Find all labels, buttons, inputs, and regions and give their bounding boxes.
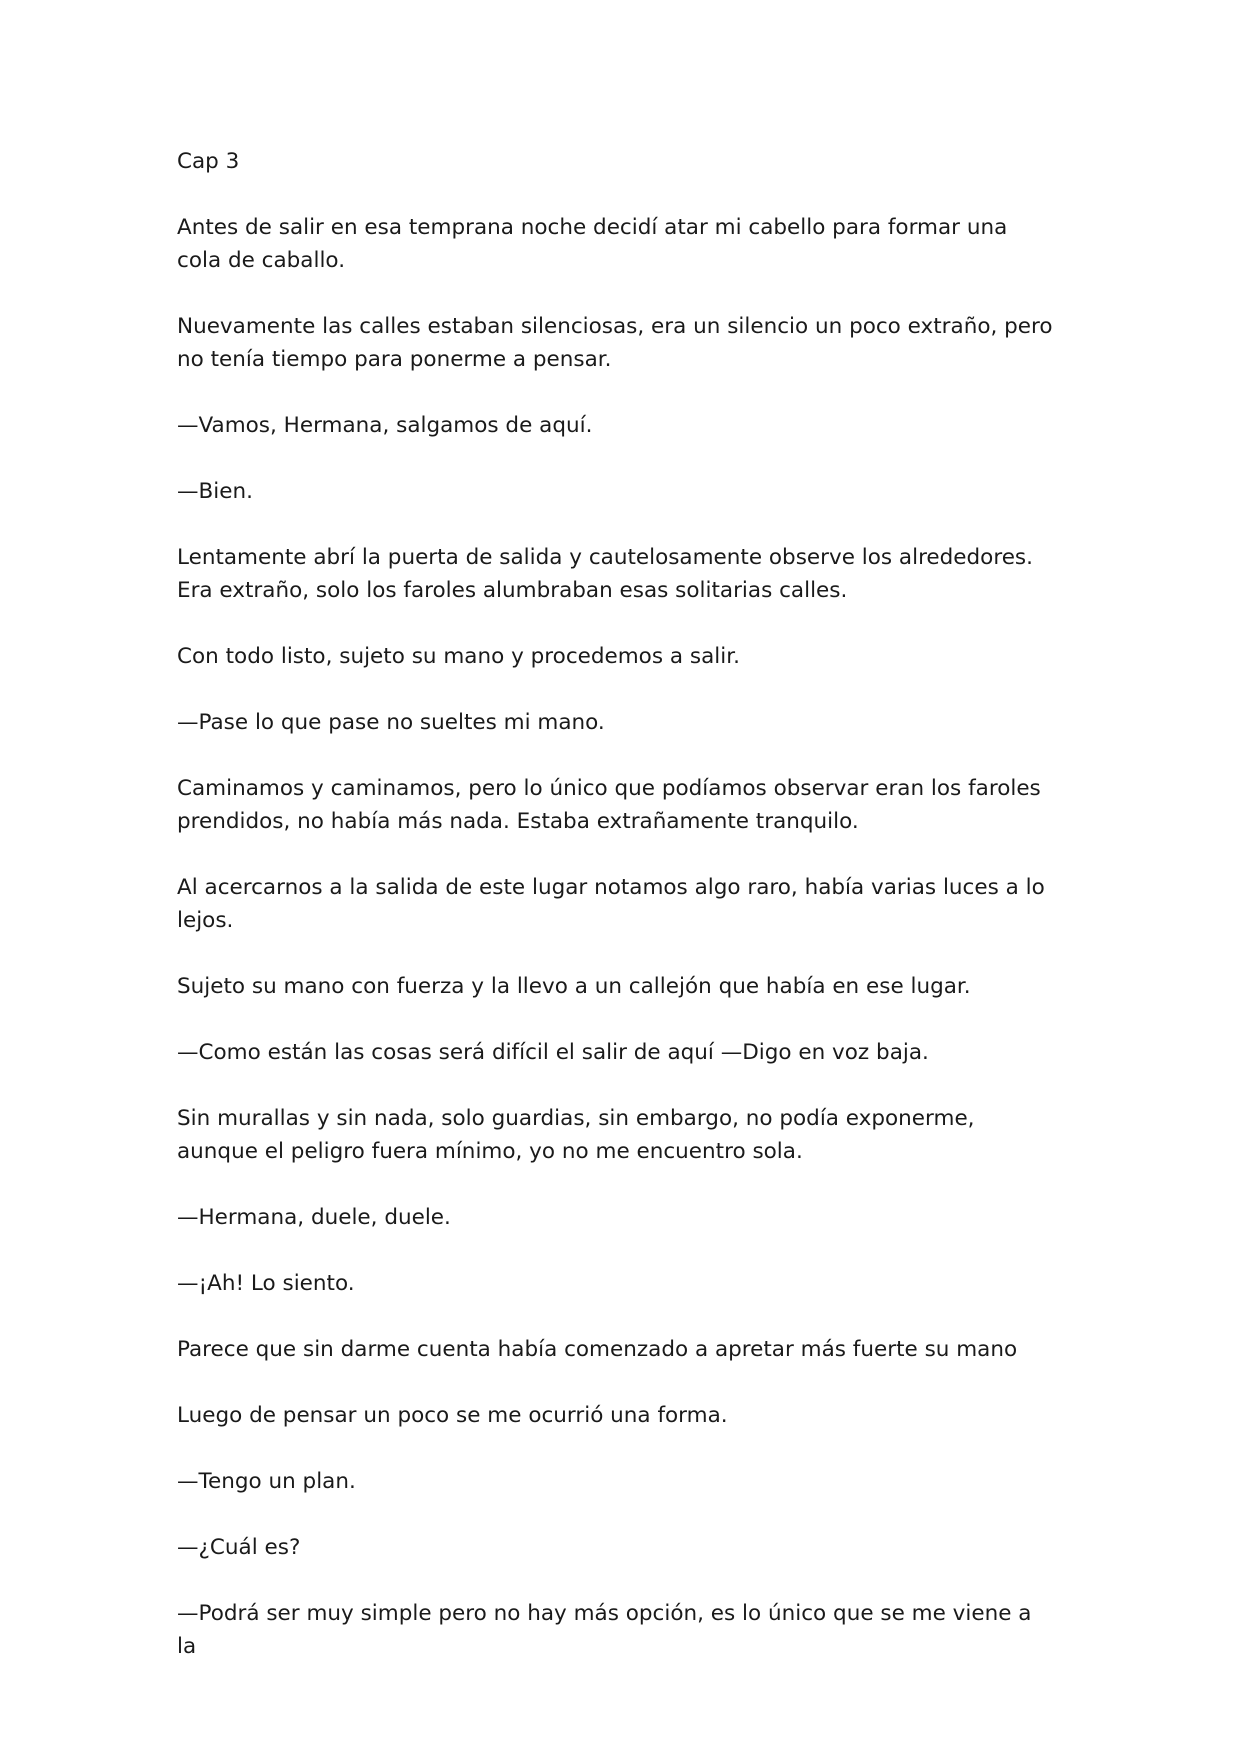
chapter-title: Cap 3 (177, 149, 240, 174)
document-body (177, 145, 1057, 1696)
dialogue-line: —Pase lo que pase no sueltes mi mano. (177, 710, 605, 735)
dialogue-line: —¿Cuál es? (177, 1535, 301, 1560)
paragraph: Con todo listo, sujeto su mano y procedemos a salir. (177, 644, 740, 669)
dialogue-line: —¡Ah! Lo siento. (177, 1271, 355, 1296)
paragraph: Parece que sin darme cuenta había comenzado a apretar más fuerte su mano (177, 1337, 1018, 1362)
dialogue-line: —Bien. (177, 479, 253, 504)
paragraph: Antes de salir en esa temprana noche decidí atar mi cabello para formar una cola de caballo. (177, 215, 1008, 273)
dialogue-line: —Podrá ser muy simple pero no hay más opción, es lo único que se me viene a la (177, 1601, 1032, 1659)
paragraph: Sin murallas y sin nada, solo guardias, sin embargo, no podía exponerme, aunque el peligro fuera mínimo, yo no me encuentro sola. (177, 1106, 975, 1164)
paragraph: Nuevamente las calles estaban silenciosas, era un silencio un poco extraño, pero no tenía tiempo para ponerme a pensar. (177, 314, 1053, 372)
paragraph: Luego de pensar un poco se me ocurrió una forma. (177, 1403, 728, 1428)
dialogue-line: —Vamos, Hermana, salgamos de aquí. (177, 413, 593, 438)
paragraph: Caminamos y caminamos, pero lo único que podíamos observar eran los faroles prendidos, no había más nada. Estaba extrañamente tranquilo. (177, 776, 1041, 834)
paragraph: Sujeto su mano con fuerza y la llevo a un callejón que había en ese lugar. (177, 974, 971, 999)
dialogue-line: —Como están las cosas será difícil el salir de aquí —Digo en voz baja. (177, 1040, 929, 1065)
paragraph: Lentamente abrí la puerta de salida y cautelosamente observe los alrededores. Era extraño, solo los faroles alumbraban esas solitarias calles. (177, 545, 1033, 603)
dialogue-line: —Tengo un plan. (177, 1469, 356, 1494)
dialogue-line: —Hermana, duele, duele. (177, 1205, 451, 1230)
paragraph: Al acercarnos a la salida de este lugar notamos algo raro, había varias luces a lo lejos. (177, 875, 1045, 933)
